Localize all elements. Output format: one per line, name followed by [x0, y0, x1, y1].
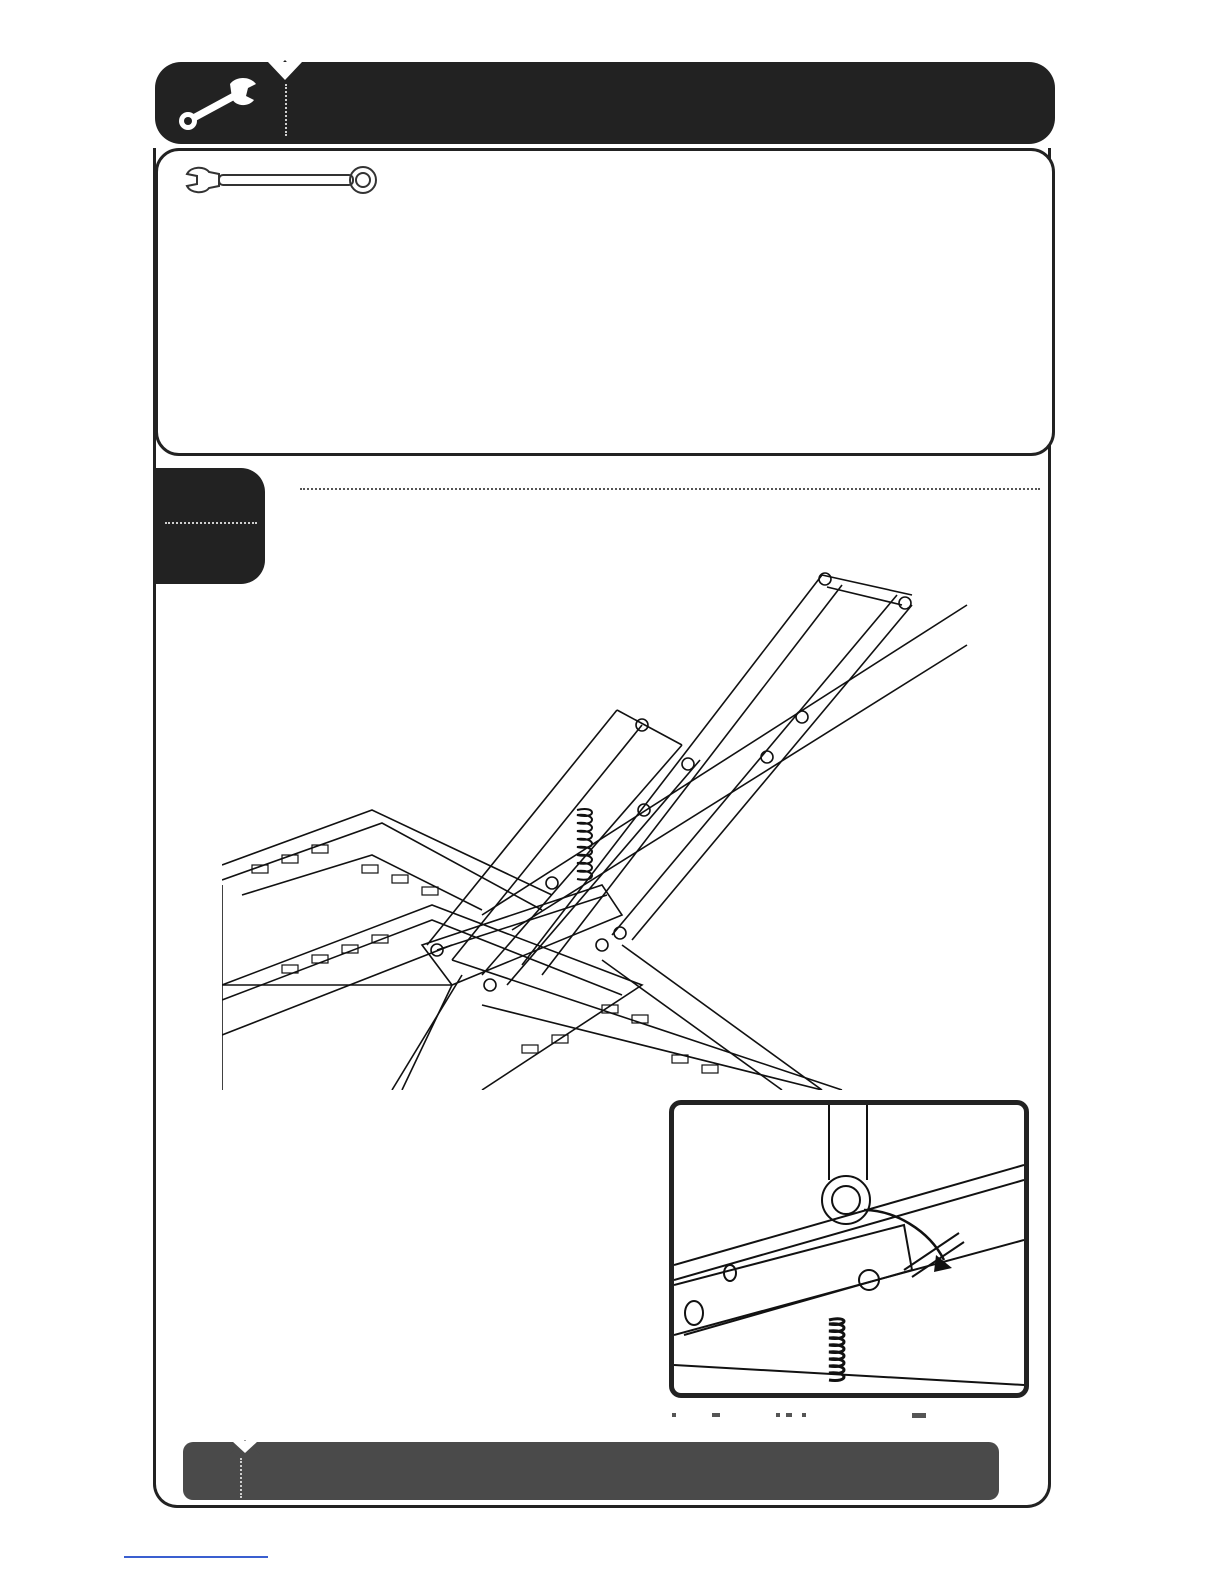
header-divider — [285, 84, 287, 136]
spring-hook-detail — [674, 1105, 1024, 1393]
caption-mark — [672, 1410, 962, 1420]
footer-notch — [228, 1440, 262, 1456]
footer-bar — [183, 1442, 999, 1500]
footer-divider — [240, 1458, 242, 1498]
page-link-underline[interactable] — [124, 1556, 268, 1558]
step-heading-rule — [300, 488, 1040, 490]
header-notch — [262, 60, 308, 84]
wrench-icon — [176, 74, 260, 130]
detail-inset — [669, 1100, 1029, 1398]
combination-wrench-icon — [183, 164, 379, 196]
assembly-illustration — [222, 565, 982, 1090]
step-tab-divider — [165, 522, 257, 524]
